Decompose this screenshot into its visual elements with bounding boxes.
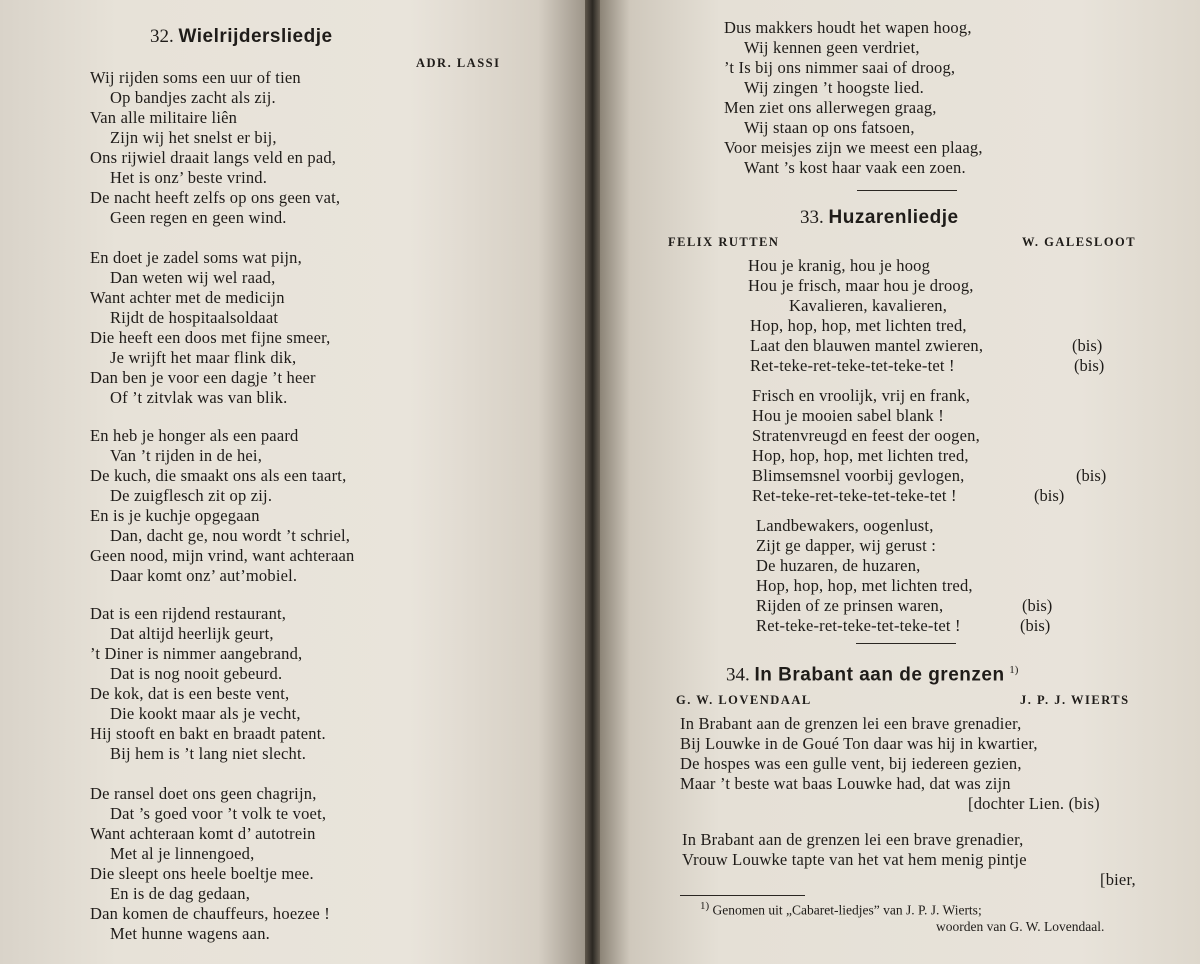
lyric-line: Ons rijwiel draait langs veld en pad, [90, 148, 337, 167]
lyric-line: De zuigflesch zit op zij. [110, 486, 273, 505]
bis-marker: (bis) [1034, 486, 1065, 505]
lyric-line: Bij Louwke in de Goué Ton daar was hij in kwartier, [680, 734, 1038, 753]
lyric-line: Rijden of ze prinsen waren, [756, 596, 944, 615]
song-title: In Brabant aan de grenzen [754, 664, 1005, 686]
lyric-line: Geen regen en geen wind. [110, 208, 287, 227]
footnote-text-1: Genomen uit „Cabaret-liedjes” van J. P. J. Wierts; [712, 902, 982, 918]
song-34-composer: J. P. J. WIERTS [1020, 693, 1130, 707]
bis-marker: (bis) [1074, 356, 1105, 375]
lyric-line: Wij rijden soms een uur of tien [90, 68, 301, 87]
lyric-line: De nacht heeft zelfs op ons geen vat, [90, 188, 341, 207]
lyric-line: Dat is nog nooit gebeurd. [110, 664, 283, 683]
lyric-line: [dochter Lien. (bis) [968, 794, 1100, 813]
song-title: Huzarenliedje [828, 207, 959, 228]
song-title: Wielrijdersliedje [178, 26, 333, 47]
lyric-line: De ransel doet ons geen chagrijn, [90, 784, 317, 803]
footnote-rule [680, 895, 805, 896]
lyric-line: Of ’t zitvlak was van blik. [110, 388, 288, 407]
song-number: 33. [800, 207, 824, 228]
lyric-line: Zijt ge dapper, wij gerust : [756, 536, 936, 555]
lyric-line: Landbewakers, oogenlust, [756, 516, 934, 535]
lyric-line: De huzaren, de huzaren, [756, 556, 921, 575]
song-34-heading [726, 664, 1018, 686]
lyric-line: Laat den blauwen mantel zwieren, [750, 336, 984, 355]
lyric-line: De kuch, die smaakt ons als een taart, [90, 466, 347, 485]
lyric-line: Van alle militaire liên [90, 108, 238, 127]
footnote-line-1 [700, 900, 982, 919]
lyric-line: Daar komt onz’ aut’mobiel. [110, 566, 298, 585]
lyric-line: En doet je zadel soms wat pijn, [90, 248, 302, 267]
section-divider [857, 190, 957, 191]
song-33-composer: W. GALESLOOT [1022, 235, 1137, 249]
lyric-line: Dat is een rijdend restaurant, [90, 604, 287, 623]
lyric-line: Men ziet ons allerwegen graag, [724, 98, 937, 117]
lyric-line: Blimsemsnel voorbij gevlogen, [752, 466, 965, 485]
song-number: 32. [150, 26, 174, 47]
lyric-line: Voor meisjes zijn we meest een plaag, [724, 138, 983, 157]
lyric-line: Hou je frisch, maar hou je droog, [748, 276, 974, 295]
bis-marker: (bis) [1022, 596, 1053, 615]
lyric-line: Met hunne wagens aan. [110, 924, 270, 943]
left-page [0, 0, 585, 964]
lyric-line: Ret-teke-ret-teke-tet-teke-tet ! [752, 486, 957, 505]
lyric-line: In Brabant aan de grenzen lei een brave grenadier, [682, 830, 1024, 849]
lyric-line: Hij stooft en bakt en braadt patent. [90, 724, 326, 743]
lyric-line: Wij kennen geen verdriet, [744, 38, 920, 57]
lyric-line: Dan ben je voor een dagje ’t heer [90, 368, 316, 387]
section-divider [856, 643, 956, 644]
lyric-line: Dat altijd heerlijk geurt, [110, 624, 274, 643]
lyric-line: Rijdt de hospitaalsoldaat [110, 308, 279, 327]
lyric-line: Stratenvreugd en feest der oogen, [752, 426, 980, 445]
lyric-line: Met al je linnengoed, [110, 844, 255, 863]
right-page [600, 0, 1200, 964]
footnote-marker: 1) [1009, 664, 1019, 676]
bis-marker: (bis) [1072, 336, 1103, 355]
lyric-line: Van ’t rijden in de hei, [110, 446, 263, 465]
book-gutter [585, 0, 600, 964]
lyric-line: Bij hem is ’t lang niet slecht. [110, 744, 307, 763]
lyric-line: In Brabant aan de grenzen lei een brave grenadier, [680, 714, 1022, 733]
song-32-composer: ADR. LASSI [416, 56, 501, 70]
bis-marker: (bis) [1076, 466, 1107, 485]
lyric-line: Maar ’t beste wat baas Louwke had, dat was zijn [680, 774, 1011, 793]
song-33-lyricist: FELIX RUTTEN [668, 235, 780, 249]
lyric-line: Hou je kranig, hou je hoog [748, 256, 931, 275]
lyric-line: Op bandjes zacht als zij. [110, 88, 276, 107]
song-number: 34. [726, 664, 750, 686]
bis-marker: (bis) [1020, 616, 1051, 635]
lyric-line: Kavalieren, kavalieren, [789, 296, 948, 315]
lyric-line: Ret-teke-ret-teke-tet-teke-tet ! [756, 616, 961, 635]
lyric-line: Geen nood, mijn vrind, want achteraan [90, 546, 355, 565]
lyric-line: Hop, hop, hop, met lichten tred, [756, 576, 973, 595]
lyric-line: Die heeft een doos met fijne smeer, [90, 328, 331, 347]
footnote-mark: 1) [700, 900, 710, 912]
lyric-line: Dan weten wij wel raad, [110, 268, 276, 287]
lyric-line: Vrouw Louwke tapte van het vat hem menig pintje [682, 850, 1027, 869]
lyric-line: Hop, hop, hop, met lichten tred, [752, 446, 969, 465]
lyric-line: Want achter met de medicijn [90, 288, 285, 307]
lyric-line: En heb je honger als een paard [90, 426, 299, 445]
lyric-line: Die sleept ons heele boeltje mee. [90, 864, 314, 883]
lyric-line: ’t Is bij ons nimmer saai of droog, [724, 58, 956, 77]
lyric-line: Die kookt maar als je vecht, [110, 704, 301, 723]
lyric-line: Want ’s kost haar vaak een zoen. [744, 158, 966, 177]
song-34-lyricist: G. W. LOVENDAAL [676, 693, 812, 707]
lyric-line: Je wrijft het maar flink dik, [110, 348, 297, 367]
lyric-line: Dat ’s goed voor ’t volk te voet, [110, 804, 327, 823]
song-33-heading [800, 207, 959, 229]
lyric-line: Hop, hop, hop, met lichten tred, [750, 316, 967, 335]
song-32-heading [150, 26, 333, 48]
lyric-line: ’t Diner is nimmer aangebrand, [90, 644, 303, 663]
lyric-line: Frisch en vroolijk, vrij en frank, [752, 386, 971, 405]
lyric-line: Wij staan op ons fatsoen, [744, 118, 915, 137]
lyric-line: Ret-teke-ret-teke-tet-teke-tet ! [750, 356, 955, 375]
lyric-line: De kok, dat is een beste vent, [90, 684, 290, 703]
lyric-line: Dus makkers houdt het wapen hoog, [724, 18, 972, 37]
lyric-line: [bier, [1100, 870, 1136, 889]
lyric-line: De hospes was een gulle vent, bij iedereen gezien, [680, 754, 1022, 773]
lyric-line: Hou je mooien sabel blank ! [752, 406, 944, 425]
lyric-line: Het is onz’ beste vrind. [110, 168, 268, 187]
lyric-line: Dan komen de chauffeurs, hoezee ! [90, 904, 330, 923]
lyric-line: En is je kuchje opgegaan [90, 506, 260, 525]
lyric-line: Wij zingen ’t hoogste lied. [744, 78, 924, 97]
lyric-line: Zijn wij het snelst er bij, [110, 128, 277, 147]
footnote-line-2: woorden van G. W. Lovendaal. [936, 919, 1105, 934]
lyric-line: Dan, dacht ge, nou wordt ’t schriel, [110, 526, 351, 545]
lyric-line: Want achteraan komt d’ autotrein [90, 824, 316, 843]
lyric-line: En is de dag gedaan, [110, 884, 251, 903]
